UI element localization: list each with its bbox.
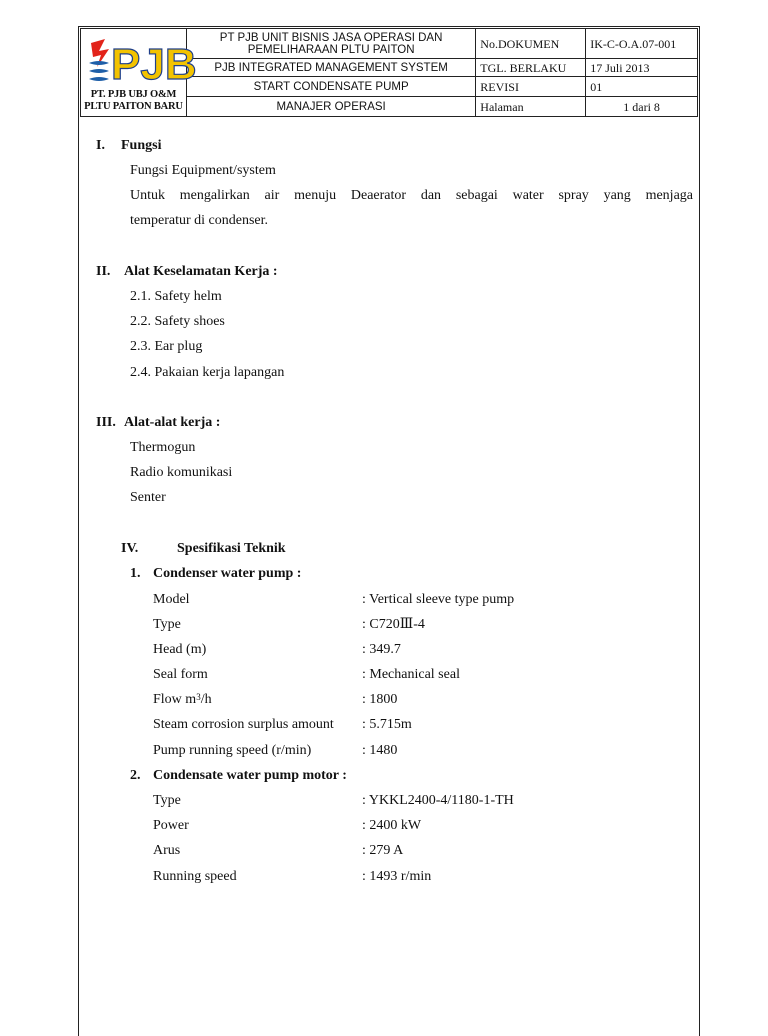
company-line-1: PT PJB UNIT BISNIS JASA OPERASI DAN (219, 31, 443, 44)
spec-value: : 5.715m (362, 717, 412, 732)
spec-value: : Mechanical seal (362, 667, 460, 682)
superscript-unit: 3 (196, 692, 201, 702)
pjb-logo-icon (85, 33, 198, 89)
document-header-table (80, 28, 698, 117)
page-value: 1 dari 8 (586, 97, 698, 117)
spec-label: Type (153, 617, 181, 632)
doc-no-value: IK-C-O.A.07-001 (586, 29, 698, 59)
date-value: 17 Juli 2013 (586, 59, 698, 77)
revision-value: 01 (586, 77, 698, 97)
spec-value: : Vertical sleeve type pump (362, 592, 515, 607)
company-line-2: PEMELIHARAAN PLTU PAITON (247, 43, 415, 56)
spec-value: : YKKL2400-4/1180-1-TH (362, 793, 514, 808)
section-3-title: Alat-alat kerja : (124, 415, 221, 430)
section-1-paragraph-line-1: Untuk mengalirkan air menuju Deaerator dan sebagai water spray yang menjaga (130, 188, 693, 203)
section-1-subtitle: Fungsi Equipment/system (130, 163, 276, 178)
logo-brand: PJB (111, 39, 198, 89)
logo-line-1: PT. PJB UBJ O&M (90, 88, 177, 100)
page-label: Halaman (476, 97, 586, 117)
spec-value: : 1800 (362, 692, 398, 707)
section-1-title: Fungsi (121, 138, 162, 153)
document-owner: MANAJER OPERASI (186, 97, 475, 117)
section-2-title: Alat Keselamatan Kerja : (124, 264, 278, 279)
spec-label: Power (153, 818, 189, 833)
subsection-2-title: Condensate water pump motor : (153, 768, 347, 783)
spec-label-flow (153, 692, 212, 708)
date-label: TGL. BERLAKU (476, 59, 586, 77)
list-item: 2.4. Pakaian kerja lapangan (130, 365, 285, 380)
list-item: Senter (130, 490, 166, 505)
list-item: Thermogun (130, 440, 196, 455)
section-2-number: II. (96, 264, 111, 279)
logo-cell (81, 29, 198, 117)
section-4-number: IV. (121, 541, 139, 556)
company-name-cell (186, 29, 475, 59)
spec-value: : 279 A (362, 843, 404, 858)
spec-label: Pump running speed (r/min) (153, 743, 312, 758)
subsection-1-number: 1. (130, 566, 141, 581)
spec-label: Flow m (153, 692, 197, 707)
section-1-number: I. (96, 138, 105, 153)
document-title: START CONDENSATE PUMP (186, 77, 475, 97)
logo-line-2: PLTU PAITON BARU (84, 100, 183, 112)
section-1-paragraph-line-2: temperatur di condenser. (130, 213, 269, 228)
section-4-title: Spesifikasi Teknik (177, 541, 286, 556)
subsection-1-title: Condenser water pump : (153, 566, 302, 581)
list-item: Radio komunikasi (130, 465, 233, 480)
spec-label: Head (m) (153, 642, 207, 657)
spec-label: Model (153, 592, 190, 607)
doc-no-label: No.DOKUMEN (476, 29, 586, 59)
section-3-number: III. (96, 415, 116, 430)
spec-value: : 1493 r/min (362, 869, 432, 884)
spec-label-tail: /h (200, 692, 212, 707)
list-item: 2.3. Ear plug (130, 339, 203, 354)
spec-label: Type (153, 793, 181, 808)
spec-value: : 1480 (362, 743, 398, 758)
subsection-2-number: 2. (130, 768, 141, 783)
spec-value: : C720Ⅲ-4 (362, 617, 425, 632)
system-name: PJB INTEGRATED MANAGEMENT SYSTEM (186, 59, 475, 77)
spec-label: Running speed (153, 869, 237, 884)
list-item: 2.2. Safety shoes (130, 314, 225, 329)
spec-value: : 349.7 (362, 642, 401, 657)
spec-label: Steam corrosion surplus amount (153, 717, 334, 732)
list-item: 2.1. Safety helm (130, 289, 222, 304)
spec-label: Arus (153, 843, 181, 858)
spec-value: : 2400 kW (362, 818, 422, 833)
revision-label: REVISI (476, 77, 586, 97)
spec-label: Seal form (153, 667, 208, 682)
